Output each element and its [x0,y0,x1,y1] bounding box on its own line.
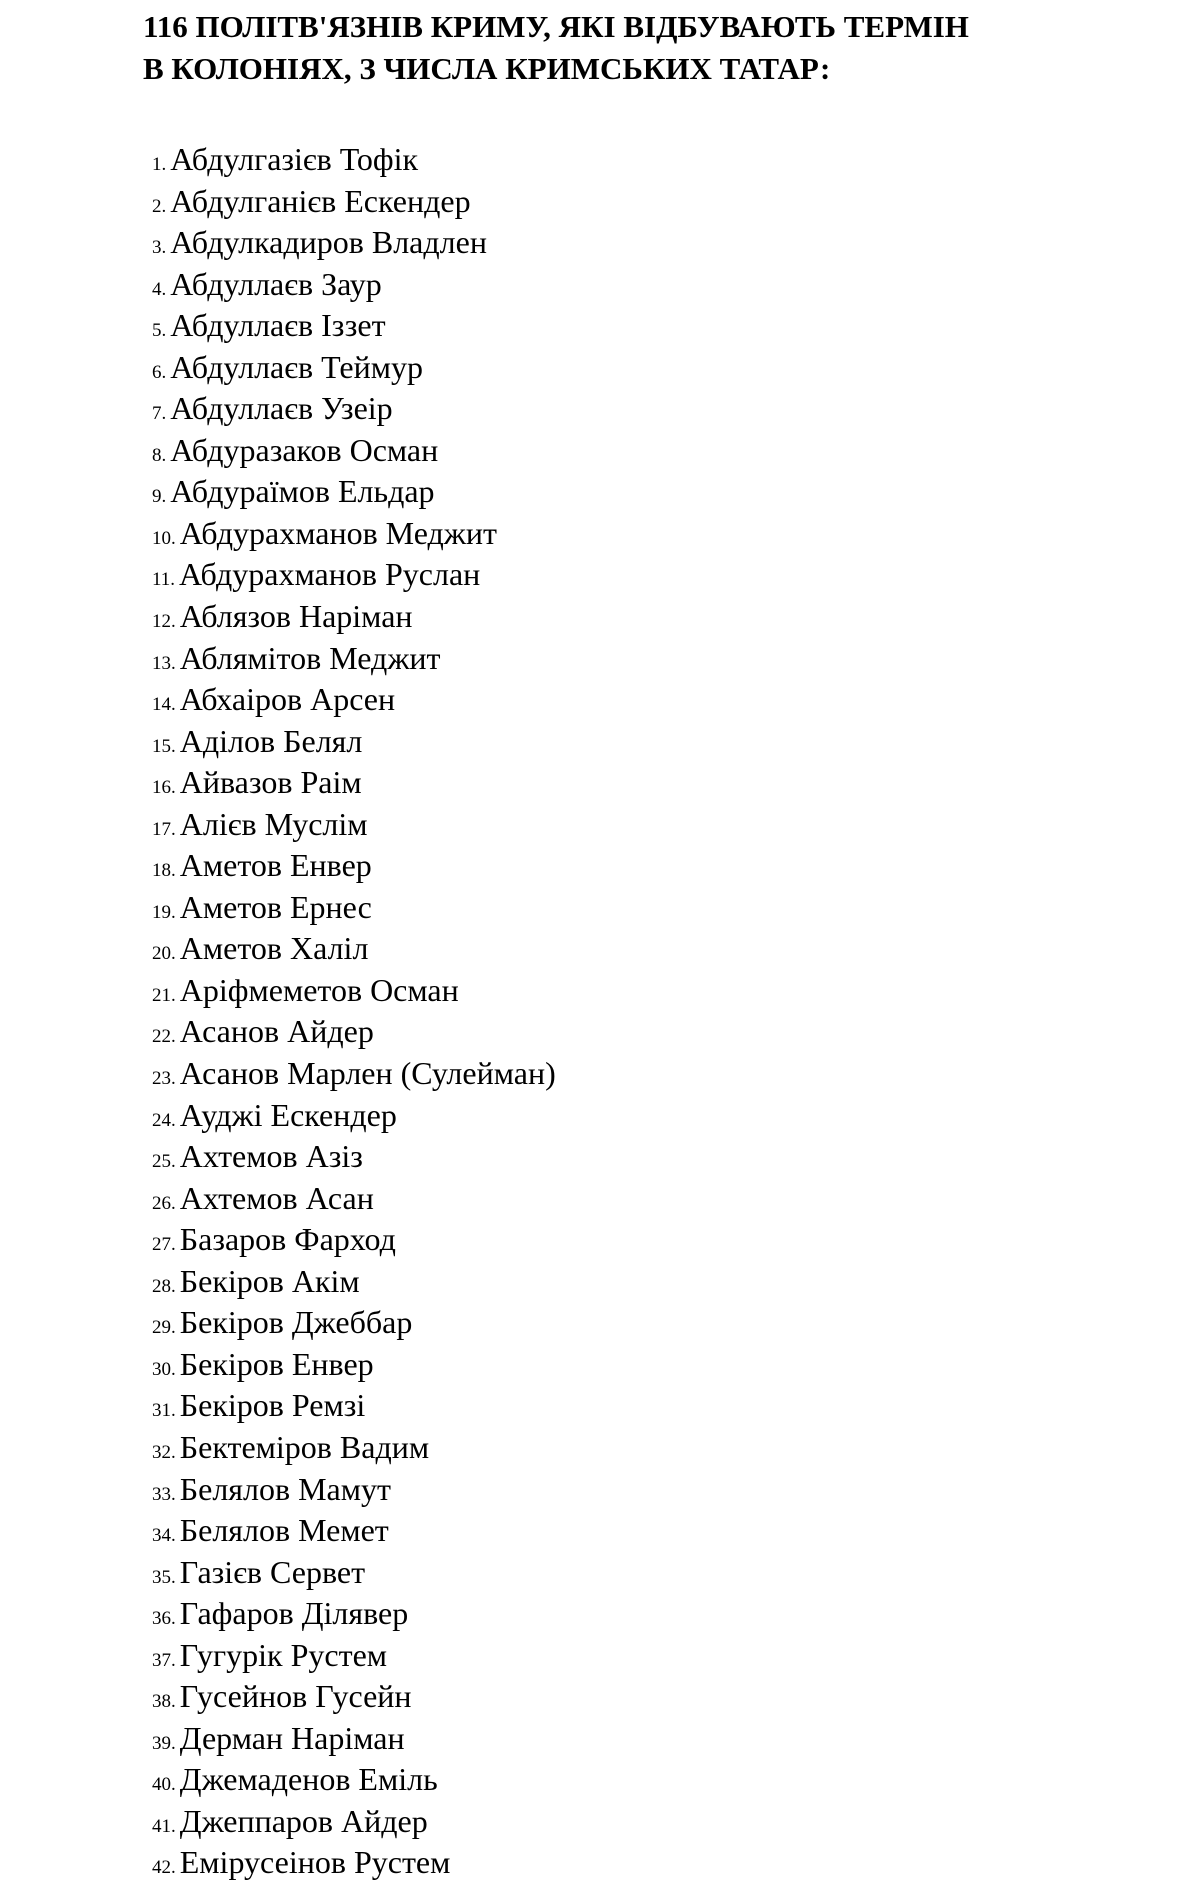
list-item-number: 37. [152,1649,176,1671]
list-item-number: 24. [152,1109,176,1131]
list-item [152,1219,556,1261]
list-item-name: Абдурахманов Меджит [179,514,497,551]
list-item [152,721,556,763]
list-item-name: Емірусеінов Рустем [179,1844,451,1881]
list-item [152,1178,556,1220]
names-list [152,139,556,1884]
list-item [152,388,556,430]
list-item-number: 18. [152,860,176,882]
list-item-name: Гафаров Ділявер [179,1595,409,1632]
list-item-number: 39. [152,1732,176,1754]
list-item-name: Ахтемов Азіз [179,1138,363,1175]
list-item [152,1552,556,1594]
list-item-number: 26. [152,1192,176,1214]
list-item [152,1842,556,1884]
list-item-number: 30. [152,1358,176,1380]
list-item [152,1801,556,1843]
list-item [152,845,556,887]
list-item-name: Дерман Наріман [179,1719,405,1756]
list-item-name: Абдуллаєв Іззет [170,307,386,344]
list-item-number: 3. [152,237,167,259]
list-item-name: Абдуллаєв Заур [170,265,382,302]
list-item [152,804,556,846]
list-item-number: 29. [152,1317,176,1339]
list-item [152,887,556,929]
list-item [152,1095,556,1137]
list-item [152,347,556,389]
list-item-name: Ауджі Ескендер [179,1096,397,1133]
list-item-name: Абдурахманов Руслан [179,556,481,593]
list-item-number: 6. [152,361,167,383]
list-item-number: 31. [152,1400,176,1422]
document-title: 116 ПОЛІТВ'ЯЗНІВ КРИМУ, ЯКІ ВІДБУВАЮТЬ ТЕРМІН В КОЛОНІЯХ, З ЧИСЛА КРИМСЬКИХ ТАТАР: [143,9,969,86]
list-item-name: Газієв Сервет [179,1553,366,1590]
list-item-number: 21. [152,984,176,1006]
list-item [152,471,556,513]
list-item-name: Аблязов Наріман [179,598,413,635]
list-item-number: 4. [152,278,167,300]
list-item-number: 5. [152,320,167,342]
list-item [152,1635,556,1677]
list-item [152,1385,556,1427]
list-item-name: Базаров Фарход [179,1221,396,1258]
list-item-name: Абдуллаєв Теймур [170,348,423,385]
list-item-name: Аметов Енвер [179,847,372,884]
list-item-name: Абдураїмов Ельдар [170,473,435,510]
list-item-number: 22. [152,1026,176,1048]
list-item-number: 35. [152,1566,176,1588]
list-item-number: 33. [152,1483,176,1505]
list-item [152,264,556,306]
list-item-name: Аблямітов Меджит [179,639,441,676]
list-item-name: Аметов Халіл [179,930,369,967]
list-item-name: Аділов Белял [179,722,363,759]
list-item [152,1011,556,1053]
list-item [152,513,556,555]
list-item [152,1469,556,1511]
list-item [152,970,556,1012]
list-item-number: 20. [152,943,176,965]
list-item-number: 13. [152,652,176,674]
list-item-number: 27. [152,1234,176,1256]
list-item-name: Аріфмеметов Осман [179,971,459,1008]
list-item-number: 16. [152,777,176,799]
list-item-number: 32. [152,1441,176,1463]
list-item-name: Бекіров Акім [179,1262,360,1299]
list-item-name: Абдулкадиров Владлен [170,224,487,261]
list-item [152,1053,556,1095]
list-item-number: 38. [152,1691,176,1713]
list-item-number: 25. [152,1151,176,1173]
list-item-name: Гугурік Рустем [179,1636,388,1673]
list-item-name: Ахтемов Асан [179,1179,374,1216]
list-item-name: Бектеміров Вадим [179,1428,430,1465]
list-item [152,554,556,596]
list-item-number: 10. [152,527,176,549]
list-item-number: 12. [152,611,176,633]
list-item-name: Бекіров Джеббар [179,1304,413,1341]
list-item-number: 14. [152,694,176,716]
list-item-name: Абдуразаков Осман [170,431,439,468]
list-item [152,222,556,264]
list-item-name: Алієв Муслім [179,805,368,842]
list-item-number: 11. [152,569,176,591]
list-item-number: 19. [152,901,176,923]
list-item-number: 1. [152,154,167,175]
list-item-name: Бекіров Ремзі [179,1387,366,1424]
list-item-name: Гусейнов Гусейн [179,1678,412,1715]
list-item-number: 23. [152,1068,176,1090]
list-item [152,1510,556,1552]
list-item-name: Абдуллаєв Узеір [170,390,393,427]
list-item-number: 41. [152,1815,176,1837]
list-item [152,762,556,804]
list-item-name: Абдулганієв Ескендер [170,182,471,219]
list-item [152,430,556,472]
list-item-number: 17. [152,818,176,840]
list-item-number: 42. [152,1857,176,1879]
list-item-number: 15. [152,735,176,757]
list-item [152,1261,556,1303]
list-item-name: Абдулгазієв Тофік [170,141,419,177]
list-item-name: Айвазов Раім [179,764,362,801]
list-item-name: Бекіров Енвер [179,1345,374,1382]
list-item [152,679,556,721]
list-item [152,1759,556,1801]
list-item [152,638,556,680]
list-item-number: 7. [152,403,167,425]
list-item-number: 28. [152,1275,176,1297]
list-item [152,1136,556,1178]
list-item [152,596,556,638]
list-item [152,1302,556,1344]
list-item [152,1593,556,1635]
list-item-number: 34. [152,1525,176,1547]
list-item-name: Асанов Айдер [179,1013,374,1050]
list-item [152,1427,556,1469]
list-item-number: 40. [152,1774,176,1796]
list-item [152,1718,556,1760]
list-item-number: 2. [152,195,167,217]
list-item-name: Белялов Мамут [179,1470,391,1507]
list-item-number: 8. [152,444,167,466]
list-item-name: Джемаденов Еміль [179,1761,438,1798]
list-item-number: 36. [152,1608,176,1630]
list-item-name: Аметов Ернес [179,888,372,925]
list-item-name: Абхаіров Арсен [179,681,396,718]
list-item-number: 9. [152,486,167,508]
list-item [152,1676,556,1718]
list-item [152,181,556,223]
list-item [152,139,556,181]
list-item-name: Джеппаров Айдер [179,1802,428,1839]
list-item [152,1344,556,1386]
list-item-name: Белялов Мемет [179,1512,389,1549]
list-item-name: Асанов Марлен (Сулейман) [179,1055,556,1092]
list-item [152,928,556,970]
list-item [152,305,556,347]
